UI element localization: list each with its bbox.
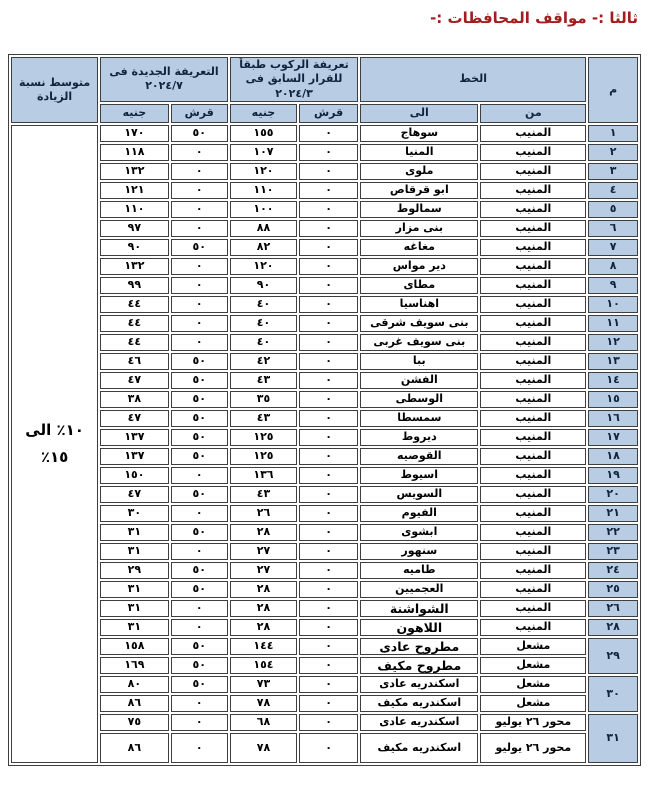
prev-qirsh-cell: ٠	[299, 638, 358, 655]
prev-qirsh-cell: ٠	[299, 505, 358, 522]
new-qirsh-cell: ٠	[171, 695, 228, 712]
prev-qirsh-cell: ٠	[299, 201, 358, 218]
row-number-cell: ٣١	[588, 714, 638, 763]
table-row	[11, 486, 638, 503]
prev-qirsh-cell: ٠	[299, 125, 358, 142]
to-cell: سمالوط	[360, 201, 478, 218]
table-row	[11, 334, 638, 351]
from-cell: المنيب	[480, 600, 586, 617]
new-qirsh-cell: ٠	[171, 733, 228, 763]
table-row	[11, 201, 638, 218]
new-geneh-cell: ١٢١	[100, 182, 168, 199]
prev-geneh-cell: ١٥٥	[230, 125, 297, 142]
row-number-cell: ١٧	[588, 429, 638, 446]
new-geneh-cell: ٩٧	[100, 220, 168, 237]
from-cell: المنيب	[480, 201, 586, 218]
row-number-cell: ٢٦	[588, 600, 638, 617]
to-cell: طاميه	[360, 562, 478, 579]
row-number-cell: ١٦	[588, 410, 638, 427]
prev-qirsh-cell: ٠	[299, 163, 358, 180]
governorate-tariff-table	[8, 54, 641, 766]
table-row	[11, 163, 638, 180]
new-geneh-cell: ١٥٨	[100, 638, 168, 655]
row-number-cell: ١٠	[588, 296, 638, 313]
prev-geneh-cell: ٢٨	[230, 619, 297, 636]
new-geneh-cell: ٨٠	[100, 676, 168, 693]
prev-qirsh-cell: ٠	[299, 657, 358, 674]
to-cell: سمسطا	[360, 410, 478, 427]
new-geneh-cell: ١٣٧	[100, 429, 168, 446]
new-qirsh-cell: ٠	[171, 277, 228, 294]
to-cell: اسكندريه عادى	[360, 714, 478, 731]
from-cell: المنيب	[480, 163, 586, 180]
new-geneh-cell: ٤٧	[100, 410, 168, 427]
from-cell: المنيب	[480, 125, 586, 142]
from-cell: مشعل	[480, 695, 586, 712]
prev-qirsh-cell: ٠	[299, 239, 358, 256]
new-qirsh-cell: ٥٠	[171, 429, 228, 446]
table-row	[11, 258, 638, 275]
row-number-cell: ٢٥	[588, 581, 638, 598]
from-cell: المنيب	[480, 543, 586, 560]
table-row	[11, 714, 638, 731]
new-qirsh-cell: ٥٠	[171, 524, 228, 541]
prev-qirsh-cell: ٠	[299, 676, 358, 693]
from-cell: المنيب	[480, 391, 586, 408]
prev-geneh-cell: ٧٨	[230, 733, 297, 763]
from-cell: مشعل	[480, 676, 586, 693]
row-number-cell: ٢٩	[588, 638, 638, 674]
page-title: ثالثا :- مواقف المحافظات :-	[430, 9, 638, 27]
prev-qirsh-cell: ٠	[299, 695, 358, 712]
prev-geneh-cell: ١٣٦	[230, 467, 297, 484]
prev-geneh-cell: ١١٠	[230, 182, 297, 199]
to-cell: سوهاج	[360, 125, 478, 142]
to-cell: الفيوم	[360, 505, 478, 522]
new-qirsh-cell: ٠	[171, 543, 228, 560]
table-row	[11, 695, 638, 712]
prev-qirsh-cell: ٠	[299, 334, 358, 351]
prev-geneh-cell: ٨٢	[230, 239, 297, 256]
prev-qirsh-cell: ٠	[299, 600, 358, 617]
prev-qirsh-cell: ٠	[299, 714, 358, 731]
row-number-cell: ١١	[588, 315, 638, 332]
prev-geneh-cell: ٦٨	[230, 714, 297, 731]
to-cell: اسكندريه عادى	[360, 676, 478, 693]
from-cell: المنيب	[480, 581, 586, 598]
prev-geneh-cell: ٢٨	[230, 600, 297, 617]
prev-geneh-cell: ٣٥	[230, 391, 297, 408]
prev-geneh-cell: ١٤٤	[230, 638, 297, 655]
to-cell: ديروط	[360, 429, 478, 446]
row-number-cell: ٢٢	[588, 524, 638, 541]
prev-qirsh-cell: ٠	[299, 524, 358, 541]
to-cell: الشواشنة	[360, 600, 478, 617]
new-qirsh-cell: ٥٠	[171, 125, 228, 142]
to-cell: ابو قرقاص	[360, 182, 478, 199]
new-qirsh-cell: ٥٠	[171, 638, 228, 655]
table-row	[11, 410, 638, 427]
from-cell: المنيب	[480, 182, 586, 199]
table-row	[11, 182, 638, 199]
new-geneh-cell: ٤٤	[100, 315, 168, 332]
from-cell: المنيب	[480, 277, 586, 294]
new-geneh-cell: ١٧٠	[100, 125, 168, 142]
prev-geneh-cell: ١٢٥	[230, 429, 297, 446]
prev-qirsh-cell: ٠	[299, 277, 358, 294]
row-number-cell: ٥	[588, 201, 638, 218]
new-qirsh-cell: ٥٠	[171, 486, 228, 503]
prev-qirsh-cell: ٠	[299, 144, 358, 161]
prev-geneh-cell: ١٢٠	[230, 258, 297, 275]
from-cell: المنيب	[480, 220, 586, 237]
row-number-cell: ١٨	[588, 448, 638, 465]
new-qirsh-cell: ٠	[171, 258, 228, 275]
new-geneh-cell: ٤٤	[100, 296, 168, 313]
prev-qirsh-cell: ٠	[299, 467, 358, 484]
new-qirsh-cell: ٥٠	[171, 676, 228, 693]
from-cell: المنيب	[480, 524, 586, 541]
row-number-cell: ٦	[588, 220, 638, 237]
header-average-increase-column: متوسط نسبة الزيادة	[11, 57, 98, 123]
from-cell: المنيب	[480, 353, 586, 370]
to-cell: مطروح مكيف	[360, 657, 478, 674]
to-cell: مغاغه	[360, 239, 478, 256]
row-number-cell: ١٢	[588, 334, 638, 351]
header-prev-qirsh-column: قرش	[299, 104, 358, 123]
prev-qirsh-cell: ٠	[299, 619, 358, 636]
table-row	[11, 277, 638, 294]
to-cell: دير مواس	[360, 258, 478, 275]
table-header	[11, 57, 638, 123]
prev-qirsh-cell: ٠	[299, 543, 358, 560]
new-geneh-cell: ١١٨	[100, 144, 168, 161]
table-row	[11, 657, 638, 674]
new-geneh-cell: ١٣٧	[100, 448, 168, 465]
prev-qirsh-cell: ٠	[299, 372, 358, 389]
new-qirsh-cell: ٠	[171, 600, 228, 617]
table-row	[11, 391, 638, 408]
prev-qirsh-cell: ٠	[299, 410, 358, 427]
header-to-column: الى	[360, 104, 478, 123]
new-geneh-cell: ٣٨	[100, 391, 168, 408]
new-geneh-cell: ٣٠	[100, 505, 168, 522]
to-cell: ببا	[360, 353, 478, 370]
new-qirsh-cell: ٥٠	[171, 448, 228, 465]
new-qirsh-cell: ٥٠	[171, 562, 228, 579]
new-qirsh-cell: ٠	[171, 467, 228, 484]
new-geneh-cell: ١٣٢	[100, 163, 168, 180]
prev-qirsh-cell: ٠	[299, 315, 358, 332]
new-qirsh-cell: ٥٠	[171, 657, 228, 674]
new-geneh-cell: ٣١	[100, 524, 168, 541]
new-geneh-cell: ٣١	[100, 543, 168, 560]
new-geneh-cell: ٣١	[100, 619, 168, 636]
to-cell: اسيوط	[360, 467, 478, 484]
to-cell: اهناسيا	[360, 296, 478, 313]
prev-geneh-cell: ٤٣	[230, 410, 297, 427]
from-cell: المنيب	[480, 486, 586, 503]
row-number-cell: ٩	[588, 277, 638, 294]
row-number-cell: ٢	[588, 144, 638, 161]
prev-geneh-cell: ٢٨	[230, 524, 297, 541]
from-cell: المنيب	[480, 448, 586, 465]
table-row	[11, 638, 638, 655]
row-number-cell: ١	[588, 125, 638, 142]
to-cell: اسكندريه مكيف	[360, 695, 478, 712]
prev-geneh-cell: ٧٨	[230, 695, 297, 712]
to-cell: السويس	[360, 486, 478, 503]
header-prev-geneh-column: جنيه	[230, 104, 297, 123]
row-number-cell: ٢٨	[588, 619, 638, 636]
table-row	[11, 733, 638, 763]
to-cell: سنهور	[360, 543, 478, 560]
table-row	[11, 220, 638, 237]
to-cell: ابشوى	[360, 524, 478, 541]
prev-geneh-cell: ٧٣	[230, 676, 297, 693]
table-row	[11, 505, 638, 522]
table-row	[11, 353, 638, 370]
prev-geneh-cell: ٢٧	[230, 562, 297, 579]
to-cell: ملوى	[360, 163, 478, 180]
table-row	[11, 125, 638, 142]
prev-geneh-cell: ٩٠	[230, 277, 297, 294]
table-row	[11, 467, 638, 484]
from-cell: المنيب	[480, 258, 586, 275]
new-qirsh-cell: ٥٠	[171, 581, 228, 598]
to-cell: بنى سويف شرقى	[360, 315, 478, 332]
row-number-cell: ٤	[588, 182, 638, 199]
new-qirsh-cell: ٠	[171, 315, 228, 332]
average-increase-cell: ١٠٪ الى ١٥٪	[11, 125, 98, 763]
new-qirsh-cell: ٠	[171, 220, 228, 237]
header-previous-tariff-group: تعريفة الركوب طبقاً للقرار السابق فى ٢٠٢٤/٣	[230, 57, 358, 102]
prev-qirsh-cell: ٠	[299, 182, 358, 199]
row-number-cell: ٢٤	[588, 562, 638, 579]
prev-qirsh-cell: ٠	[299, 733, 358, 763]
to-cell: بنى مزار	[360, 220, 478, 237]
to-cell: الفشن	[360, 372, 478, 389]
to-cell: القوصيه	[360, 448, 478, 465]
table-row	[11, 296, 638, 313]
to-cell: الوسطى	[360, 391, 478, 408]
table-row	[11, 372, 638, 389]
new-geneh-cell: ١٦٩	[100, 657, 168, 674]
header-new-qirsh-column: قرش	[171, 104, 228, 123]
prev-geneh-cell: ٤٣	[230, 372, 297, 389]
new-qirsh-cell: ٠	[171, 296, 228, 313]
from-cell: المنيب	[480, 429, 586, 446]
prev-qirsh-cell: ٠	[299, 353, 358, 370]
from-cell: المنيب	[480, 562, 586, 579]
row-number-cell: ٢١	[588, 505, 638, 522]
row-number-cell: ١٤	[588, 372, 638, 389]
from-cell: مشعل	[480, 638, 586, 655]
prev-geneh-cell: ٤٣	[230, 486, 297, 503]
to-cell: مطروح عادى	[360, 638, 478, 655]
prev-qirsh-cell: ٠	[299, 258, 358, 275]
prev-geneh-cell: ٤٠	[230, 296, 297, 313]
header-line-group: الخط	[360, 57, 586, 102]
row-number-cell: ٢٣	[588, 543, 638, 560]
new-qirsh-cell: ٠	[171, 334, 228, 351]
to-cell: مطاى	[360, 277, 478, 294]
new-geneh-cell: ٤٧	[100, 372, 168, 389]
header-group-row	[11, 57, 638, 102]
prev-geneh-cell: ١٥٤	[230, 657, 297, 674]
to-cell: اللاهون	[360, 619, 478, 636]
new-geneh-cell: ١١٠	[100, 201, 168, 218]
new-geneh-cell: ٢٩	[100, 562, 168, 579]
row-number-cell: ٣٠	[588, 676, 638, 712]
row-number-cell: ٢٠	[588, 486, 638, 503]
new-qirsh-cell: ٠	[171, 144, 228, 161]
table-body	[11, 125, 638, 763]
prev-geneh-cell: ٤٢	[230, 353, 297, 370]
new-qirsh-cell: ٥٠	[171, 391, 228, 408]
new-qirsh-cell: ٥٠	[171, 239, 228, 256]
from-cell: المنيب	[480, 334, 586, 351]
prev-qirsh-cell: ٠	[299, 391, 358, 408]
prev-qirsh-cell: ٠	[299, 581, 358, 598]
prev-qirsh-cell: ٠	[299, 220, 358, 237]
from-cell: المنيب	[480, 296, 586, 313]
new-qirsh-cell: ٠	[171, 619, 228, 636]
new-qirsh-cell: ٠	[171, 182, 228, 199]
row-number-cell: ١٣	[588, 353, 638, 370]
from-cell: المنيب	[480, 619, 586, 636]
from-cell: محور ٢٦ يوليو	[480, 733, 586, 763]
row-number-cell: ٧	[588, 239, 638, 256]
new-geneh-cell: ١٥٠	[100, 467, 168, 484]
new-qirsh-cell: ٠	[171, 201, 228, 218]
new-qirsh-cell: ٠	[171, 163, 228, 180]
table-row	[11, 448, 638, 465]
from-cell: المنيب	[480, 239, 586, 256]
to-cell: العجميين	[360, 581, 478, 598]
new-geneh-cell: ٤٤	[100, 334, 168, 351]
new-geneh-cell: ٨٦	[100, 733, 168, 763]
from-cell: المنيب	[480, 505, 586, 522]
to-cell: المنيا	[360, 144, 478, 161]
table-row	[11, 315, 638, 332]
table-row	[11, 619, 638, 636]
new-qirsh-cell: ٥٠	[171, 372, 228, 389]
from-cell: المنيب	[480, 315, 586, 332]
new-geneh-cell: ٣١	[100, 581, 168, 598]
prev-qirsh-cell: ٠	[299, 429, 358, 446]
new-qirsh-cell: ٠	[171, 505, 228, 522]
row-number-cell: ٣	[588, 163, 638, 180]
prev-geneh-cell: ٤٠	[230, 334, 297, 351]
header-new-geneh-column: جنيه	[100, 104, 168, 123]
row-number-cell: ١٥	[588, 391, 638, 408]
prev-geneh-cell: ٢٦	[230, 505, 297, 522]
table-row	[11, 600, 638, 617]
from-cell: محور ٢٦ يوليو	[480, 714, 586, 731]
new-geneh-cell: ١٣٢	[100, 258, 168, 275]
prev-geneh-cell: ٢٨	[230, 581, 297, 598]
header-sub-row	[11, 104, 638, 123]
from-cell: المنيب	[480, 410, 586, 427]
row-number-cell: ١٩	[588, 467, 638, 484]
from-cell: مشعل	[480, 657, 586, 674]
from-cell: المنيب	[480, 467, 586, 484]
prev-geneh-cell: ١٢٥	[230, 448, 297, 465]
table-row	[11, 524, 638, 541]
to-cell: اسكندريه مكيف	[360, 733, 478, 763]
prev-geneh-cell: ١٢٠	[230, 163, 297, 180]
new-geneh-cell: ٧٥	[100, 714, 168, 731]
to-cell: بنى سويف غربى	[360, 334, 478, 351]
table-row	[11, 429, 638, 446]
new-geneh-cell: ٤٦	[100, 353, 168, 370]
row-number-cell: ٨	[588, 258, 638, 275]
new-geneh-cell: ٩٩	[100, 277, 168, 294]
new-geneh-cell: ٣١	[100, 600, 168, 617]
new-geneh-cell: ٨٦	[100, 695, 168, 712]
prev-qirsh-cell: ٠	[299, 486, 358, 503]
table-row	[11, 543, 638, 560]
prev-qirsh-cell: ٠	[299, 296, 358, 313]
header-from-column: من	[480, 104, 586, 123]
prev-geneh-cell: ١٠٠	[230, 201, 297, 218]
table-row	[11, 676, 638, 693]
from-cell: المنيب	[480, 144, 586, 161]
new-geneh-cell: ٩٠	[100, 239, 168, 256]
new-qirsh-cell: ٠	[171, 714, 228, 731]
header-number-column: م	[588, 57, 638, 123]
prev-geneh-cell: ١٠٧	[230, 144, 297, 161]
prev-geneh-cell: ٨٨	[230, 220, 297, 237]
prev-geneh-cell: ٤٠	[230, 315, 297, 332]
table-row	[11, 144, 638, 161]
prev-qirsh-cell: ٠	[299, 562, 358, 579]
prev-qirsh-cell: ٠	[299, 448, 358, 465]
new-qirsh-cell: ٥٠	[171, 410, 228, 427]
table-row	[11, 562, 638, 579]
new-qirsh-cell: ٥٠	[171, 353, 228, 370]
prev-geneh-cell: ٢٧	[230, 543, 297, 560]
header-new-tariff-group: التعريفة الجديدة فى ٢٠٢٤/٧	[100, 57, 228, 102]
table-row	[11, 239, 638, 256]
table-row	[11, 581, 638, 598]
from-cell: المنيب	[480, 372, 586, 389]
new-geneh-cell: ٤٧	[100, 486, 168, 503]
